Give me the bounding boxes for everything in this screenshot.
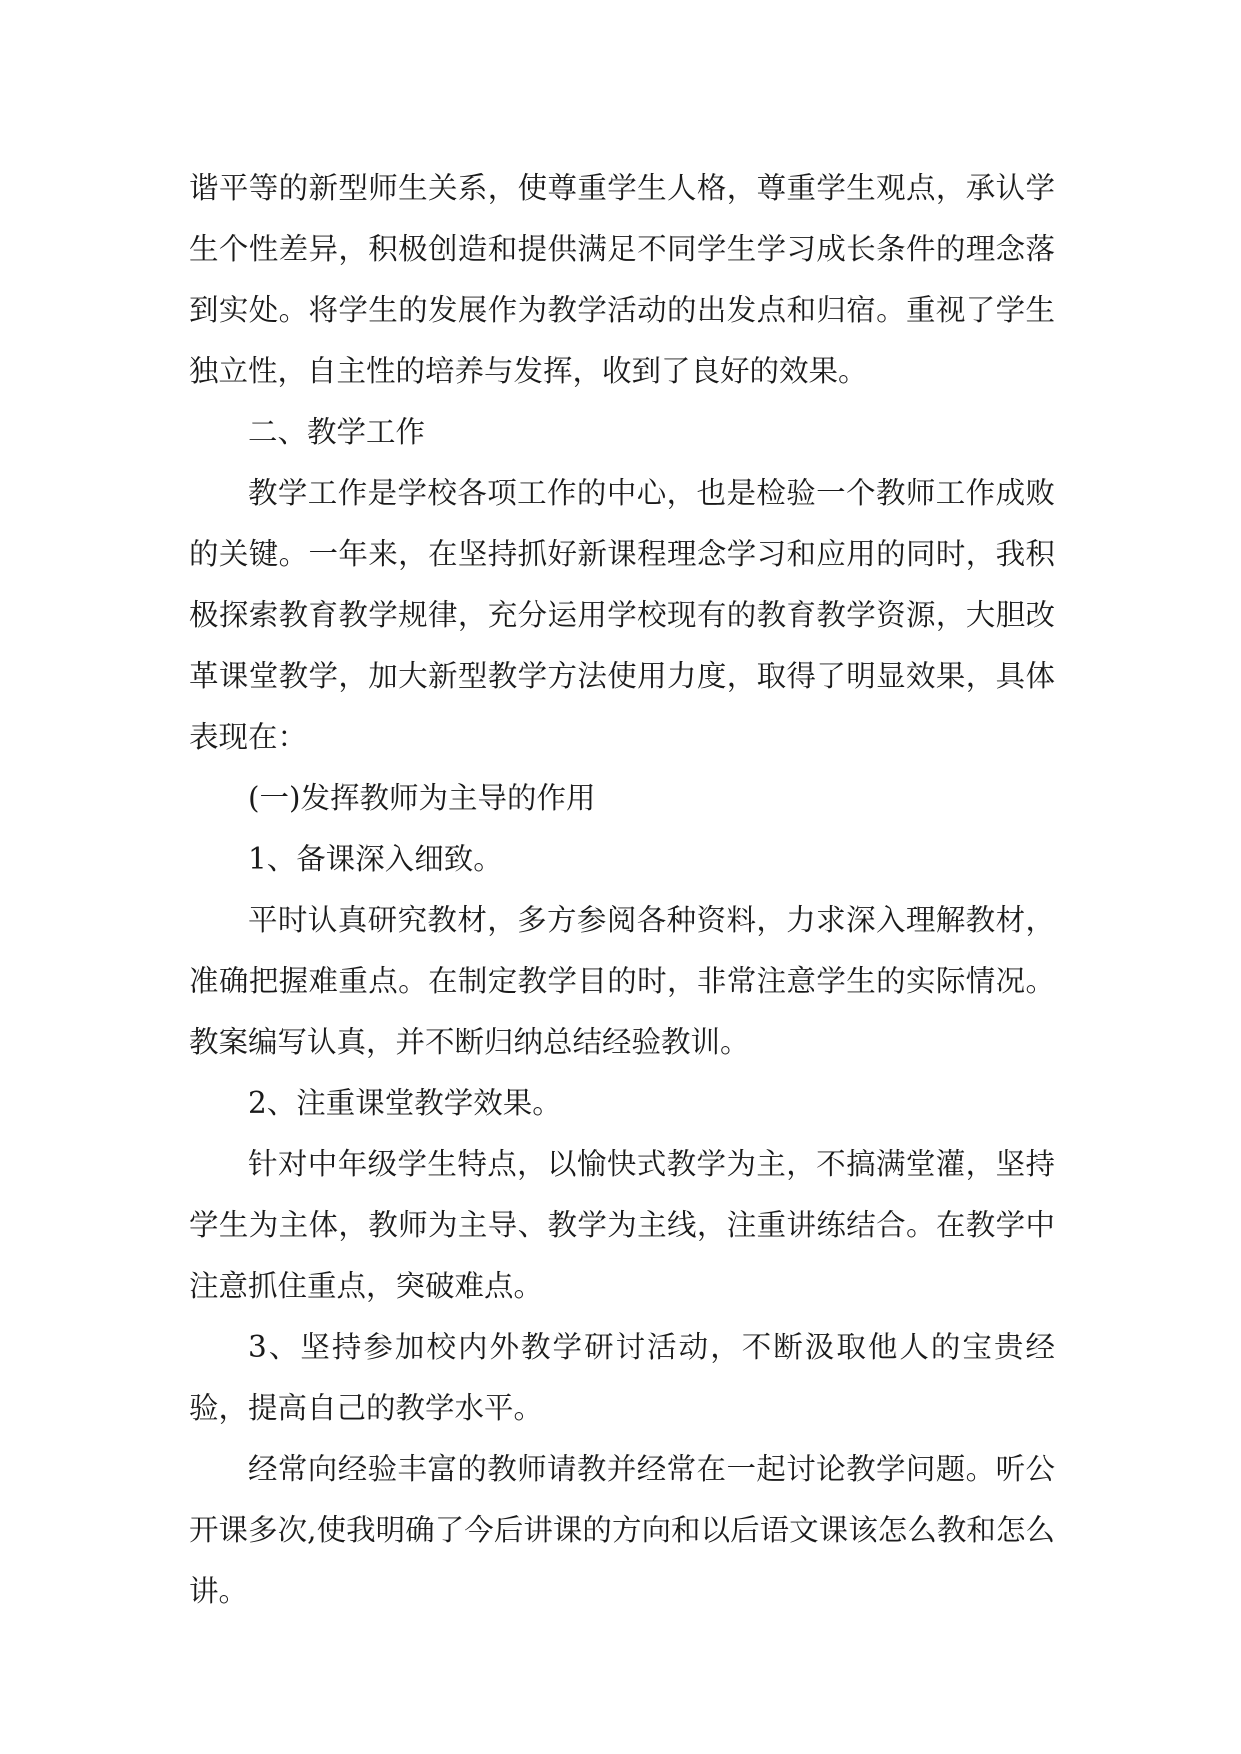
paragraph-continuation: 谐平等的新型师生关系，使尊重学生人格，尊重学生观点，承认学生个性差异，积极创造和提供满足不同学生学习成长条件的理念落到实处。将学生的发展作为教学活动的出发点和归宿。重视了学生独立性，自主性的培养与发挥，收到了良好的效果。 — [189, 171, 1055, 388]
paragraph-classroom-effect: 针对中年级学生特点，以愉快式教学为主，不搞满堂灌，坚持学生为主体，教师为主导、教学为主线，注重讲练结合。在教学中注意抓住重点，突破难点。 — [189, 1147, 1055, 1303]
subsection-heading-teacher-leading-role: (一)发挥教师为主导的作用 — [248, 781, 596, 815]
paragraph-lesson-preparation: 平时认真研究教材，多方参阅各种资料，力求深入理解教材，准确把握难重点。在制定教学目的时，非常注意学生的实际情况。教案编写认真，并不断归纳总结经验教训。 — [189, 903, 1055, 1059]
document-body — [189, 158, 1055, 1622]
paragraph-teaching-research: 经常向经验丰富的教师请教并经常在一起讨论教学问题。听公开课多次,使我明确了今后讲课的方向和以后语文课该怎么教和怎么讲。 — [189, 1452, 1055, 1608]
item-heading-classroom-effect: 2、注重课堂教学效果。 — [248, 1086, 562, 1120]
item-heading-lesson-preparation: 1、备课深入细致。 — [248, 842, 503, 876]
paragraph-teaching-work: 教学工作是学校各项工作的中心，也是检验一个教师工作成败的关键。一年来，在坚持抓好新课程理念学习和应用的同时，我积极探索教育教学规律，充分运用学校现有的教育教学资源，大胆改革课堂教学，加大新型教学方法使用力度，取得了明显效果，具体表现在： — [189, 476, 1055, 754]
item-heading-teaching-research: 3、坚持参加校内外教学研讨活动，不断汲取他人的宝贵经验，提高自己的教学水平。 — [189, 1330, 1055, 1425]
section-heading-teaching-work: 二、教学工作 — [248, 415, 426, 449]
